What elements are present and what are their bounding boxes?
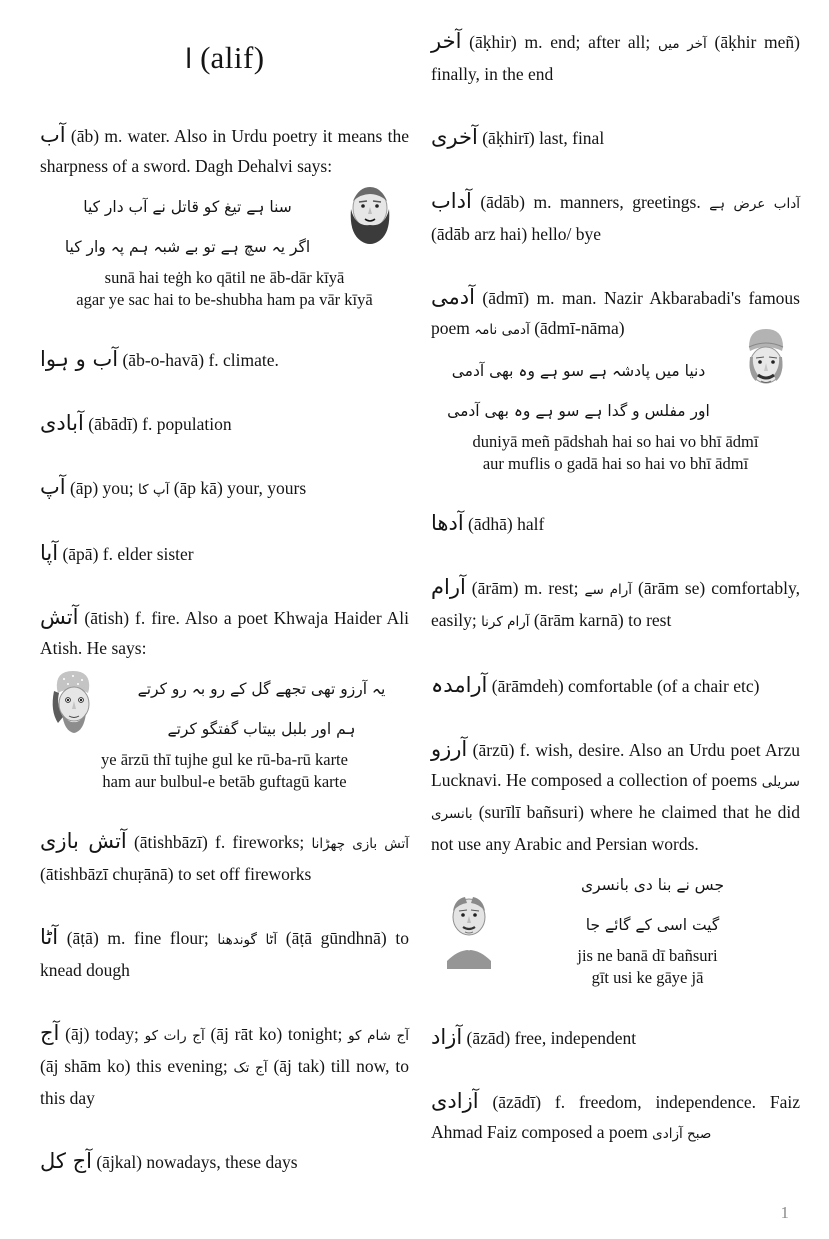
urdu-verse-line: سنا ہے تیغ کو قاتل نے آب دار کیا (83, 198, 292, 216)
transliteration-line: gīt usi ke gāye jā (591, 968, 704, 987)
english-text: (āp) you; (65, 478, 139, 498)
english-text: (āj) today; (59, 1024, 145, 1044)
urdu-verse-line: ہم اور بلبل بیتاب گفتگو کرتے (167, 720, 356, 738)
transliteration-line: duniyā meñ pādshah hai so hai vo bhī ādmī (472, 432, 759, 451)
english-text: (ādāb arz hai) hello/ bye (431, 224, 602, 244)
urdu-headword: آدھا (431, 511, 464, 535)
urdu-phrase: آرام کرنا (481, 614, 530, 630)
poetry-verse (40, 187, 409, 311)
entry-atish (40, 602, 409, 663)
urdu-headword: آداب (431, 189, 472, 213)
left-column (40, 26, 409, 1239)
urdu-headword: آٹا (40, 925, 59, 949)
english-text: (ārām) m. rest; (465, 578, 585, 598)
english-text: (ārzū) f. wish, desire. Also an Urdu poet Arzu Lucknavi. He composed a collection of poems (431, 740, 800, 790)
urdu-phrase: آخر میں (657, 36, 707, 52)
urdu-verse-line: اگر یہ سچ ہے تو بے شبہ ہم پہ وار کیا (64, 238, 311, 256)
urdu-headword: آب (40, 123, 66, 147)
urdu-verse-line: جس نے بنا دی بانسری (580, 876, 725, 894)
english-text: (āj rāt ko) tonight; (204, 1024, 349, 1044)
entry-ap (40, 472, 409, 505)
arzu-lucknavi-portrait (441, 891, 497, 969)
transliteration-line: agar ye sac hai to be-shubha ham pa vār kīyā (76, 290, 373, 309)
english-text: (ātishbāzī chuṛānā) to set off fireworks (40, 864, 312, 884)
english-text: (ādhā) half (463, 514, 545, 534)
urdu-verse-line: اور مفلس و گدا ہے سو ہے وہ بھی آدمی (447, 402, 710, 420)
transliteration-line: ham aur bulbul-e betāb guftagū karte (102, 772, 347, 791)
entry-ajkal (40, 1146, 409, 1177)
alif-label: (alif) (192, 40, 265, 75)
nazir-akbarabadi-portrait (730, 323, 800, 405)
urdu-headword: آدمی (431, 285, 475, 309)
entry-aram (431, 572, 800, 637)
khwaja-haider-ali-atish-portrait (40, 667, 106, 751)
transliteration-line: aur muflis o gadā hai so hai vo bhī ādmī (482, 454, 749, 473)
english-text: (āṭā) m. fine flour; (58, 928, 218, 948)
english-text: (ārām se) comfortably, easily; (431, 578, 800, 630)
entry-aj (40, 1018, 409, 1113)
transliteration (40, 267, 409, 311)
urdu-headword: آبادی (40, 411, 84, 435)
english-text: (āzād) free, independent (462, 1028, 637, 1048)
urdu-headword: آب و ہوا (40, 347, 119, 371)
english-text: (āḳhirī) last, final (477, 128, 605, 148)
entry-adha (431, 508, 800, 539)
urdu-phrase: آرام سے (584, 582, 633, 598)
english-text: (ārām karnā) to rest (529, 610, 672, 630)
urdu-headword: آرام (431, 575, 466, 599)
urdu-phrase: صبح آزادی (652, 1126, 712, 1142)
urdu-headword: آج (40, 1021, 60, 1045)
urdu-phrase: آپ کا (138, 482, 170, 498)
poetry-verse (40, 669, 409, 793)
english-text: (surīlī bañsuri) where he claimed that he did not use any Arabic and Persian words. (431, 802, 800, 854)
entry-akhiri (431, 122, 800, 153)
page-title (40, 40, 409, 76)
english-text: (ādmī) m. man. Nazir Akbarabadi's famous poem (431, 288, 800, 338)
dagh-dehalvi-portrait (337, 181, 403, 251)
english-text: (ābādī) f. population (83, 414, 232, 434)
page-number: 1 (780, 1203, 789, 1222)
entry-atishbazi (40, 826, 409, 889)
urdu-headword: آرزو (431, 737, 468, 761)
english-text: (āp kā) your, yours (169, 478, 307, 498)
english-text: (āḳhir meñ) finally, in the end (431, 32, 801, 84)
urdu-headword: آرامدہ (431, 673, 488, 697)
entry-ab-o-hava (40, 344, 409, 375)
transliteration-line: jis ne banā dī bañsuri (577, 946, 718, 965)
urdu-headword: آج کل (40, 1149, 92, 1173)
english-text: (āzādī) f. freedom, independence. Faiz Ahmad Faiz composed a poem (431, 1092, 800, 1142)
urdu-phrase: آج تک (233, 1060, 268, 1076)
urdu-phrase: آدمی نامہ (474, 322, 530, 338)
english-text: (āb) m. water. Also in Urdu poetry it means the sharpness of a sword. Dagh Dehalvi says: (40, 126, 409, 176)
poetry-verse (431, 351, 800, 475)
entry-adab (431, 186, 800, 249)
urdu-headword: آتش بازی (40, 829, 127, 853)
urdu-phrase: آج شام کو (348, 1028, 409, 1044)
entry-azad (431, 1022, 800, 1053)
transliteration-line: ye ārzū thī tujhe gul ke rū-ba-rū karte (101, 750, 348, 769)
entry-abadi (40, 408, 409, 439)
urdu-headword: آتش (40, 605, 79, 629)
urdu-headword: آخر (431, 29, 462, 53)
urdu-phrase: آٹا گوندھنا (217, 932, 278, 948)
english-text: (āj shām ko) this evening; (40, 1056, 234, 1076)
english-text: (āpā) f. elder sister (58, 544, 194, 564)
english-text: (ādmī-nāma) (529, 318, 625, 338)
urdu-headword: آپا (40, 541, 59, 565)
transliteration (40, 749, 409, 793)
english-text: (āḳhir) m. end; after all; (461, 32, 658, 52)
entry-akhir (431, 26, 800, 89)
urdu-headword: آزادی (431, 1089, 479, 1113)
english-text: (ātishbāzī) f. fireworks; (126, 832, 312, 852)
entry-ata (40, 922, 409, 985)
urdu-phrase: آداب عرض ہے (709, 196, 801, 212)
entry-aramdeh (431, 670, 800, 701)
english-text: (ārāmdeh) comfortable (of a chair etc) (487, 676, 760, 696)
english-text: (ājkal) nowadays, these days (91, 1152, 298, 1172)
entry-ab (40, 120, 409, 181)
english-text: (āj tak) till now, to this day (40, 1056, 409, 1108)
english-text: (āṭā gūndhnā) to knead dough (40, 928, 409, 980)
urdu-headword: آپ (40, 475, 66, 499)
transliteration-line: sunā hai teġh ko qātil ne āb-dār kīyā (104, 268, 345, 287)
transliteration (431, 431, 800, 475)
urdu-phrase: آج رات کو (144, 1028, 205, 1044)
alif-letter: ا (184, 44, 193, 75)
english-text: (ādāb) m. manners, greetings. (471, 192, 710, 212)
entry-apa (40, 538, 409, 569)
urdu-verse-line: دنیا میں پادشہ ہے سو ہے وہ بھی آدمی (451, 362, 706, 380)
entry-arzu (431, 734, 800, 859)
urdu-headword: آزاد (431, 1025, 463, 1049)
urdu-phrase: سریلی بانسری (431, 774, 800, 822)
entry-azadi (431, 1086, 800, 1149)
right-column (431, 26, 800, 1239)
english-text: (ātish) f. fire. Also a poet Khwaja Haider Ali Atish. He says: (40, 608, 409, 658)
urdu-headword: آخری (431, 125, 478, 149)
english-text: (āb-o-havā) f. climate. (118, 350, 279, 370)
urdu-verse-line: یہ آرزو تھی تجھے گل کے رو بہ رو کرتے (137, 680, 386, 698)
poetry-verse (431, 865, 800, 989)
urdu-verse-line: گیت اسی کے گائے جا (585, 916, 720, 934)
urdu-phrase: آتش بازی چھڑانا (311, 836, 409, 852)
